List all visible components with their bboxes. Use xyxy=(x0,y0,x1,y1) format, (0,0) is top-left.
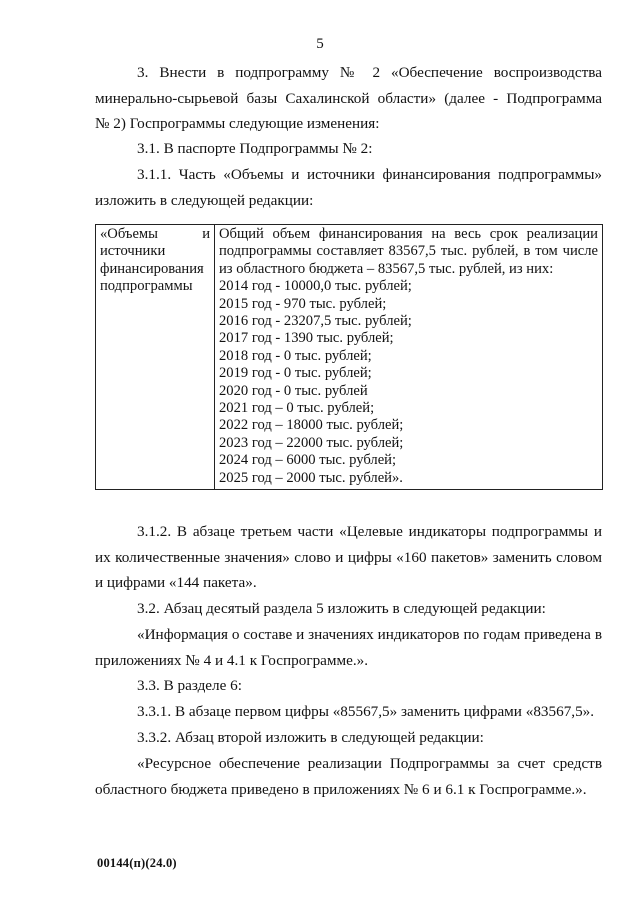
label-line-2: источники xyxy=(100,243,166,260)
paragraph-3-1-text: 3.1. В паспорте Подпрограммы № 2: xyxy=(137,140,373,157)
paragraph-3-1-2-line-1: 3.1.2. В абзаце третьем части «Целевые индикаторы подпрограммы и xyxy=(137,523,602,540)
financing-year-line: 2024 год – 6000 тыс. рублей; xyxy=(219,452,397,469)
financing-year-line: 2025 год – 2000 тыс. рублей». xyxy=(219,469,403,486)
paragraph-3-line-3: № 2) Госпрограммы следующие изменения: xyxy=(95,115,380,132)
quote-1-line-1: «Информация о составе и значениях индикаторов по годам приведена в xyxy=(137,626,602,643)
paragraph-3-1-2-line-2: их количественные значения» слово и цифры «160 пакетов» заменить словом xyxy=(95,548,602,566)
label-line-4: подпрограммы xyxy=(100,278,193,295)
quote-2-line-1: «Ресурсное обеспечение реализации Подпрограммы за счет средств xyxy=(137,755,602,772)
quote-2 xyxy=(95,751,602,802)
paragraph-3-line-2: минерально-сырьевой базы Сахалинской области» (далее - Подпрограмма xyxy=(95,89,602,107)
financing-year-line: 2021 год – 0 тыс. рублей; xyxy=(219,400,375,417)
paragraph-3-1-1 xyxy=(95,162,602,213)
financing-year-line: 2016 год - 23207,5 тыс. рублей; xyxy=(219,313,412,330)
passport-table xyxy=(95,224,603,490)
financing-year-line: 2020 год - 0 тыс. рублей xyxy=(219,382,368,399)
paragraph-3-1-2 xyxy=(95,519,602,596)
table-cell-label xyxy=(96,225,215,490)
paragraph-3-3-1 xyxy=(95,699,602,725)
quote-2-line-2: областного бюджета приведено в приложениях № 6 и 6.1 к Госпрограмме.». xyxy=(95,780,587,798)
paragraph-3-3-2 xyxy=(95,725,602,751)
page-number: 5 xyxy=(316,36,324,52)
paragraph-3-1 xyxy=(95,136,602,162)
document-code: 00144(п)(24.0) xyxy=(97,856,177,870)
financing-year-line: 2023 год – 22000 тыс. рублей; xyxy=(219,434,404,451)
financing-year-line: 2017 год - 1390 тыс. рублей; xyxy=(219,330,394,347)
financing-year-line: 2015 год - 970 тыс. рублей; xyxy=(219,295,387,312)
quote-1-line-2: приложениях № 4 и 4.1 к Госпрограмме.». xyxy=(95,651,369,669)
table-cell-value xyxy=(215,225,603,490)
paragraph-3-3-2-text: 3.3.2. Абзац второй изложить в следующей редакции: xyxy=(137,729,484,746)
financing-years-list xyxy=(219,278,598,487)
label-word-2: и xyxy=(202,226,210,242)
financing-year-line: 2018 год - 0 тыс. рублей; xyxy=(219,347,372,364)
paragraph-3-3-1-text: 3.3.1. В абзаце первом цифры «85567,5» заменить цифрами «83567,5». xyxy=(137,703,595,720)
financing-intro: Общий объем финансирования на весь срок реализации подпрограммы составляет 83567,5 тыс. рублей, в том числе из областного бюджета – 83567,5 тыс. рублей, из них: xyxy=(219,226,598,277)
table-row xyxy=(96,225,603,490)
paragraph-3-1-1-line-1: 3.1.1. Часть «Объемы и источники финансирования подпрограммы» xyxy=(137,166,602,183)
quote-1 xyxy=(95,622,602,673)
paragraph-3-2-text: 3.2. Абзац десятый раздела 5 изложить в следующей редакции: xyxy=(137,600,546,617)
label-line-1 xyxy=(100,226,210,243)
label-line-3: финансирования xyxy=(100,260,204,277)
paragraph-3-1-2-line-3: и цифрами «144 пакета». xyxy=(95,574,257,591)
paragraph-3-1-1-line-2: изложить в следующей редакции: xyxy=(95,191,314,209)
label-word-1: «Объемы xyxy=(100,226,158,242)
financing-year-line: 2019 год - 0 тыс. рублей; xyxy=(219,365,372,382)
financing-year-line: 2022 год – 18000 тыс. рублей; xyxy=(219,417,404,434)
paragraph-3-3-text: 3.3. В разделе 6: xyxy=(137,677,242,694)
paragraph-3-line-1: 3. Внести в подпрограмму № 2 «Обеспечение воспроизводства xyxy=(137,64,602,81)
paragraph-3 xyxy=(95,60,602,137)
financing-year-line: 2014 год - 10000,0 тыс. рублей; xyxy=(219,278,412,295)
paragraph-3-2 xyxy=(95,596,602,622)
paragraph-3-3 xyxy=(95,673,602,699)
